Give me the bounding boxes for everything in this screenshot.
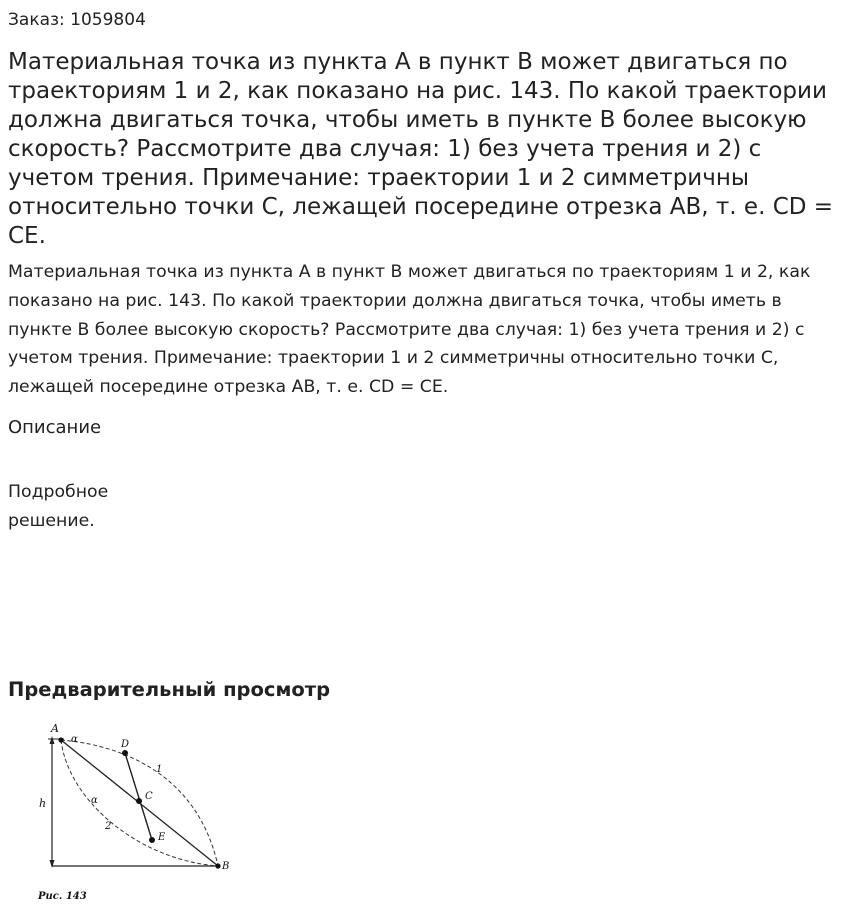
preview-title: Предварительный просмотр <box>8 678 331 701</box>
description-text <box>8 478 168 536</box>
height-arrow-bottom <box>50 860 55 868</box>
trajectory-diagram <box>28 720 238 905</box>
description-line-1: Подробное <box>8 482 109 502</box>
height-arrow-top <box>50 736 55 744</box>
label-h: h <box>39 797 47 810</box>
label-trajectory-1: 1 <box>156 764 163 775</box>
point-c <box>136 798 142 804</box>
figure-143 <box>28 720 238 905</box>
description-label: Описание <box>8 417 102 438</box>
point-e <box>149 837 155 843</box>
label-trajectory-2: 2 <box>105 821 112 832</box>
label-a: A <box>51 722 59 735</box>
order-number: Заказ: 1059804 <box>8 10 146 30</box>
problem-text: Материальная точка из пункта А в пункт В может двигаться по траекториям 1 и 2, как показано на рис. 143. По какой траектории должна двигаться точка, чтобы иметь в пункте В более высокую скорость? Рассмотрите два случая: 1) без учета трения и 2) с учетом трения. Примечание: траектории 1 и 2 симметричны относительно точки С, лежащей посередине отрезка AB, т. е. CD = CE. <box>8 262 811 398</box>
point-a <box>58 737 63 742</box>
figure-caption: Рис. 143 <box>38 891 87 902</box>
label-alpha-top: α <box>71 734 78 745</box>
point-b <box>215 863 220 868</box>
problem-title: Материальная точка из пункта А в пункт В может двигаться по траекториям 1 и 2, как показано на рис. 143. По какой траектории должна двигаться точка, чтобы иметь в пункте В более высокую скорость? Рассмотрите два случая: 1) без учета трения и 2) с учетом трения. Примечание: траектории 1 и 2 симметричны относительно точки С, лежащей посередине отрезка AB, т. е. CD = CE. <box>8 49 834 249</box>
point-d <box>122 750 128 756</box>
label-d: D <box>121 739 130 750</box>
label-b: B <box>222 861 230 872</box>
label-e: E <box>158 832 166 843</box>
description-line-2: решение. <box>8 511 95 531</box>
label-alpha-side: α <box>91 795 98 806</box>
label-c: C <box>145 791 153 802</box>
